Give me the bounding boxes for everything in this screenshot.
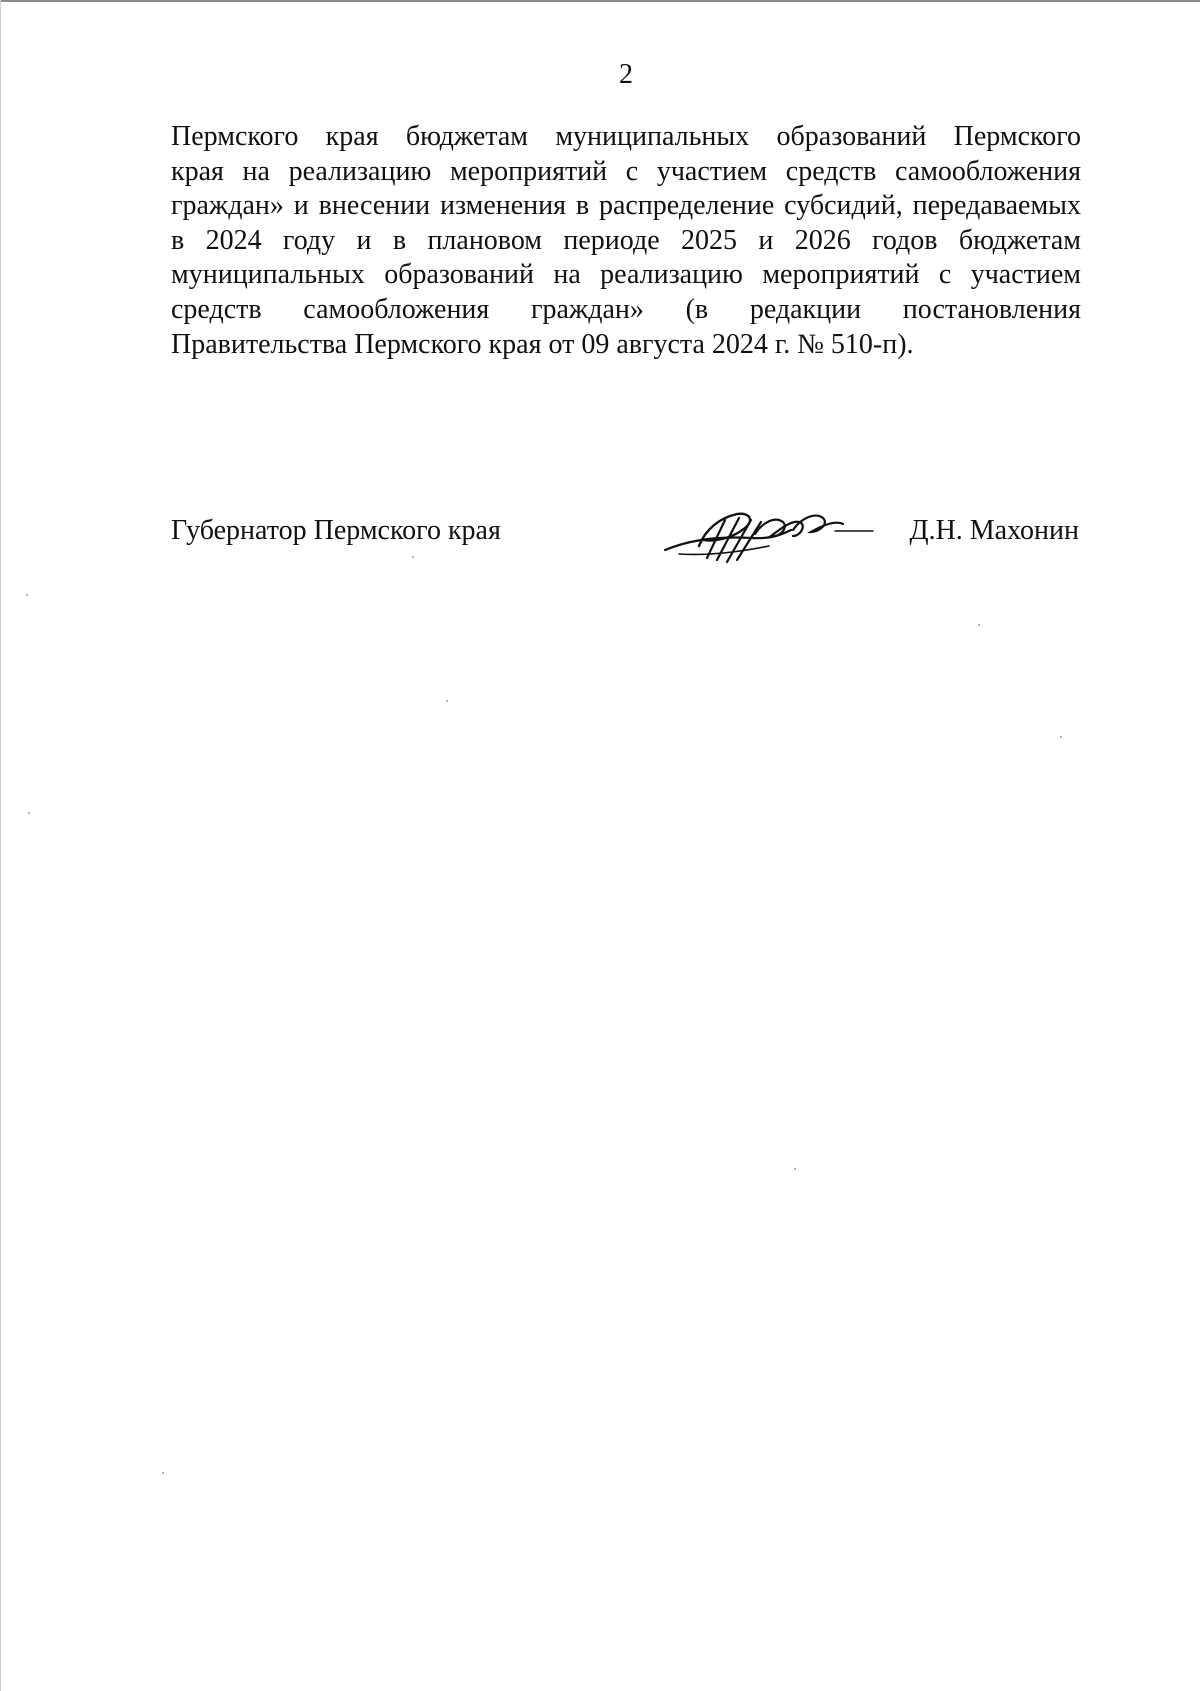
signer-title: Губернатор Пермского края [171,515,501,546]
scan-speck [162,1472,164,1474]
body-line: Правительства Пермского края от 09 августа 2024 г. № 510-п). [171,328,914,360]
body-line: муниципальных образований на реализацию мероприятий с участием [171,259,1081,291]
page-number: 2 [619,59,633,90]
signature-block [171,508,1081,568]
scan-speck [794,1168,796,1170]
scan-speck [1060,736,1062,738]
scan-speck [26,594,28,596]
scan-edge-left [0,0,1,1691]
scan-edge-top [0,0,1200,2]
body-line: граждан» и внесении изменения в распределение субсидий, передаваемых [171,190,1081,222]
scan-speck [978,624,980,626]
scan-speck [446,700,448,702]
scan-speck [28,812,30,814]
scan-speck [412,556,414,558]
body-line: края на реализацию мероприятий с участием средств самообложения [171,155,1081,187]
body-line: в 2024 году и в плановом периоде 2025 и 2026 годов бюджетам [171,224,1081,256]
body-line: Пермского края бюджетам муниципальных образований Пермского [171,121,1081,152]
body-line: средств самообложения граждан» (в редакции постановления [171,293,1081,325]
signer-name: Д.Н. Махонин [909,515,1079,546]
body-paragraph [171,120,1081,362]
handwritten-signature [659,500,879,572]
